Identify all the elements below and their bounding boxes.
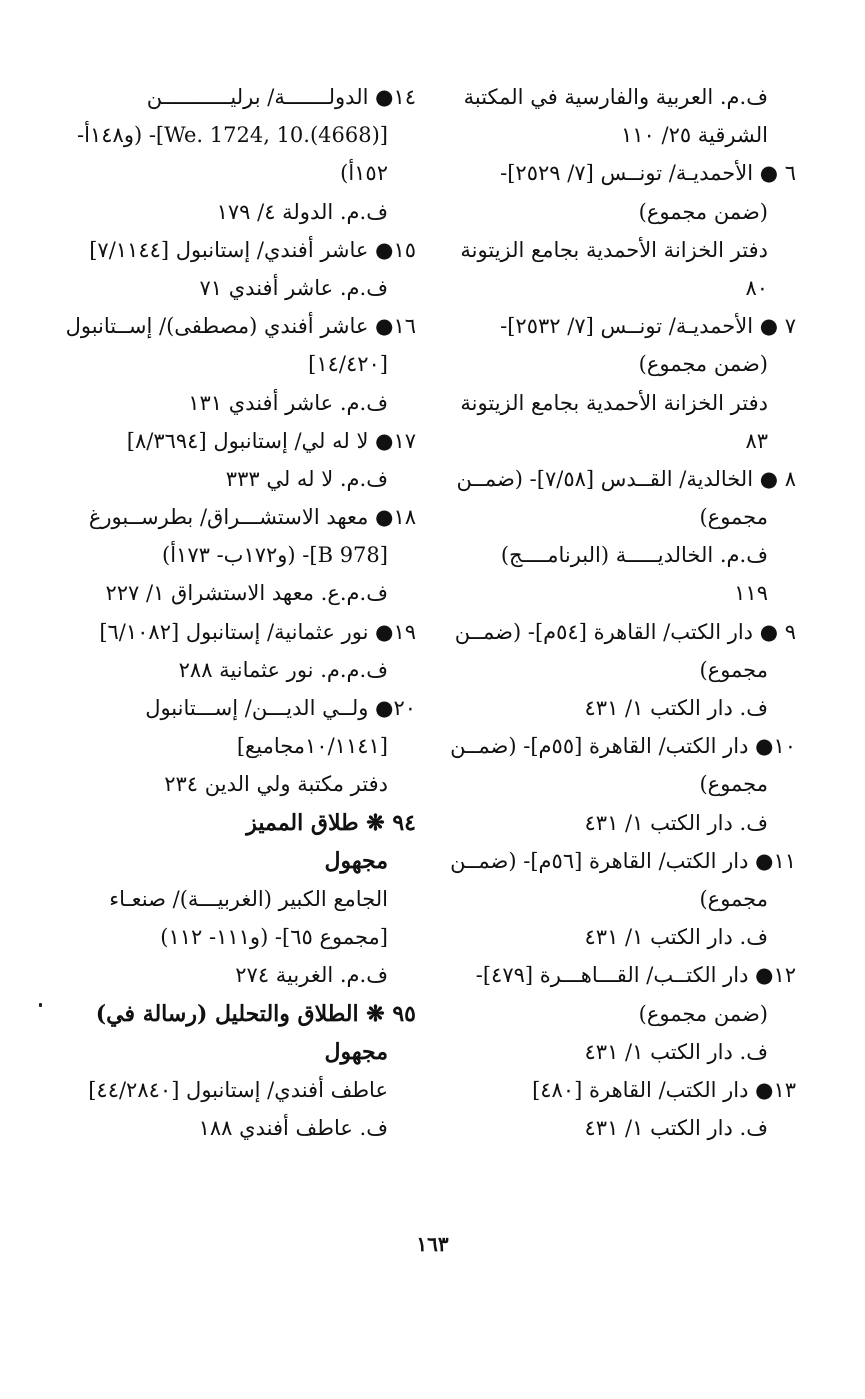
text-line: الجامع الكبير (الغربيـــة)/ صنعـاء	[109, 886, 388, 911]
text-line: (ضمن مجموع)	[638, 199, 768, 224]
text-line: دفتر مكتبة ولي الدين ٢٣٤	[164, 772, 388, 797]
text-line: ١٧● لا له لي/ إستانبول [٨/٣٦٩٤]	[126, 428, 416, 453]
text-line: ف.م. الغربية ٢٧٤	[235, 963, 388, 988]
text-line: ف. دار الكتب ١/ ٤٣١	[584, 696, 768, 720]
text-line: ١٣● دار الكتب/ القاهرة [٤٨٠]	[532, 1077, 796, 1102]
text-line: ف. دار الكتب ١/ ٤٣١	[584, 1039, 768, 1064]
page-number: ١٦٣	[416, 1232, 449, 1256]
text-line: مجموع)	[699, 886, 768, 911]
text-line: دفتر الخزانة الأحمدية بجامع الزيتونة	[460, 390, 768, 415]
text-line: ف.م. العربية والفارسية في المكتبة	[463, 85, 768, 109]
text-line: الشرقية ٢٥/ ١١٠	[620, 123, 768, 148]
text-line: ١٨● معهد الاستشـــراق/ بطرســبورغ	[88, 505, 416, 530]
text-line: ف. دار الكتب ١/ ٤٣١	[584, 925, 768, 950]
text-line: [مجموع ٦٥]- (و١١١- ١١٢)	[160, 925, 388, 950]
text-line: ١٩● نور عثمانية/ إستانبول [٦/١٠٨٢]	[99, 619, 416, 644]
text-line: ف.م. الخالديـــــة (البرنامــــج)	[500, 543, 768, 568]
text-line: ١٦● عاشر أفندي (مصطفى)/ إســتانبول	[65, 314, 416, 339]
text-line: ٩٥ ❋ الطلاق والتحليل (رسالة في)	[95, 1000, 416, 1027]
text-line: [B 978]- (و١٧٢ب- ١٧٣أ)	[162, 543, 388, 568]
text-line: مجهول	[324, 1038, 388, 1065]
scan-speck	[39, 1003, 42, 1007]
text-line: ٨٠	[745, 275, 768, 300]
text-line: ف. دار الكتب ١/ ٤٣١	[584, 810, 768, 835]
text-line: مجهول	[324, 847, 388, 874]
text-line: ف.م.ع. معهد الاستشراق ١/ ٢٢٧	[105, 581, 388, 606]
text-line: ١٠● دار الكتب/ القاهرة [٥٥م]- (ضمــن	[450, 734, 796, 759]
text-line: ٦ ● الأحمديـة/ تونــس [٧/ ٢٥٢٩]-	[500, 161, 796, 186]
text-line: مجموع)	[699, 505, 768, 530]
text-line: ف.م.م. نور عثمانية ٢٨٨	[178, 657, 388, 682]
text-line: (ضمن مجموع)	[638, 352, 768, 377]
text-line: ١١٩	[734, 581, 768, 606]
text-line: ١١● دار الكتب/ القاهرة [٥٦م]- (ضمــن	[450, 848, 796, 873]
text-line: مجموع)	[699, 772, 768, 797]
text-line: ٨٣	[745, 428, 768, 453]
text-line: ١٢● دار الكتــب/ القـــاهـــرة [٤٧٩]-	[475, 963, 796, 988]
text-line: ٢٠● ولــي الديـــن/ إســـتانبول	[145, 696, 416, 720]
text-line: ف.م. عاشر أفندي ٧١	[199, 275, 388, 300]
left-column	[60, 78, 416, 1147]
text-line: مجموع)	[699, 657, 768, 682]
text-line: (ضمن مجموع)	[638, 1001, 768, 1026]
text-line: [We. 1724, 10.(4668)]- (و١٤٨أ-	[77, 123, 388, 148]
text-line: ف. عاطف أفندي ١٨٨	[198, 1116, 388, 1141]
text-line: ١٥٢أ)	[340, 161, 388, 186]
text-line: ف.م. عاشر أفندي ١٣١	[188, 390, 388, 415]
text-line: [١٠/١١٤١مجاميع]	[236, 734, 388, 759]
text-line: دفتر الخزانة الأحمدية بجامع الزيتونة	[460, 237, 768, 262]
text-line: ٩٤ ❋ طلاق المميز	[246, 809, 416, 836]
text-line: ف. دار الكتب ١/ ٤٣١	[584, 1116, 768, 1141]
right-column	[440, 78, 796, 1147]
text-line: عاطف أفندي/ إستانبول [٤٤/٢٨٤٠]	[88, 1077, 388, 1102]
text-line: ف.م. لا له لي ٣٣٣	[225, 466, 388, 491]
text-line: ١٤● الدولـــــــة/ برليـــــــــــن	[146, 85, 416, 109]
text-line: ٨ ● الخالدية/ القــدس [٧/٥٨]- (ضمــن	[456, 466, 796, 491]
text-line: ف.م. الدولة ٤/ ١٧٩	[216, 199, 388, 224]
text-line: [١٤/٤٢٠]	[308, 352, 388, 377]
text-line: ٧ ● الأحمديـة/ تونــس [٧/ ٢٥٣٢]-	[500, 314, 796, 339]
text-line: ١٥● عاشر أفندي/ إستانبول [٧/١١٤٤]	[89, 237, 416, 262]
text-line: ٩ ● دار الكتب/ القاهرة [٥٤م]- (ضمــن	[454, 619, 796, 644]
